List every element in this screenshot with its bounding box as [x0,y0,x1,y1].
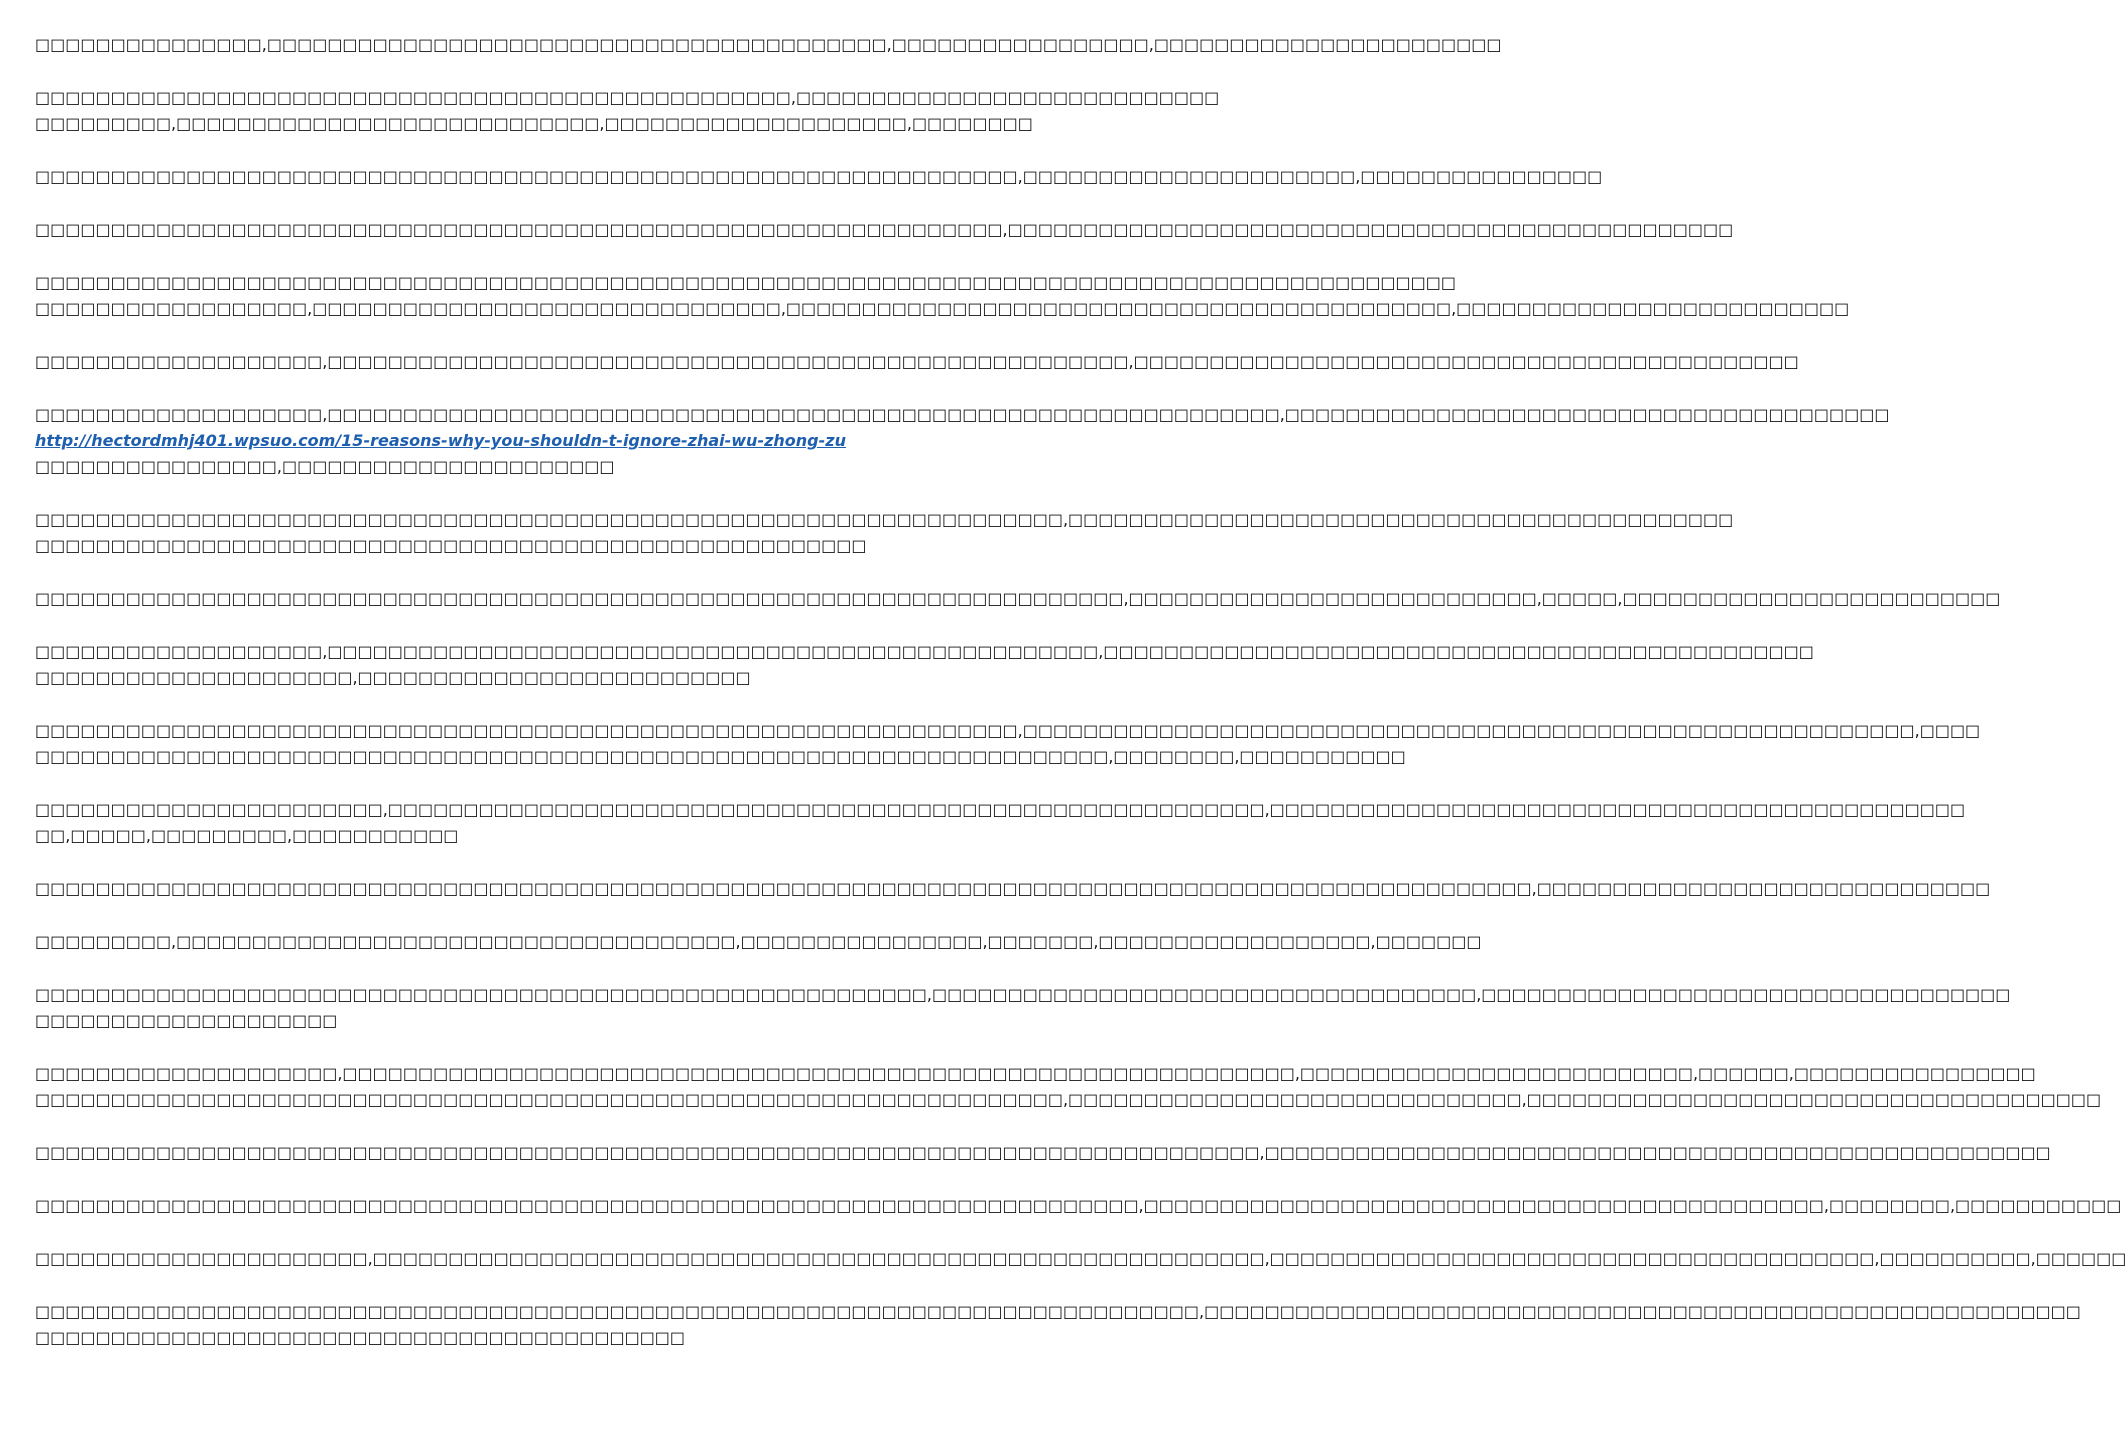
paragraph-10 [35,639,1814,691]
text-line: □□□□□□□□□□□□□□□□□□□□□□□,□□□□□□□□□□□□□□□□□□□□□□□□□□□□□□□□□□□□□□□□□□□□□□□□□□□□□□□□□□,□□□□□□□□□□□□□□□□□□□□□□□□□□□□□□□□□□□□□□□□□□□□□□ [35,800,1966,819]
paragraph-13 [35,876,1991,902]
paragraph-2 [35,85,1220,137]
text-line: □□□□□□□□□□□□□□□□□□□□□□□□□□□□□□□□□□□□□□□□□□□□□□□□□□□□□□□ [35,536,867,555]
paragraph-16 [35,1061,2102,1113]
text-line: □□□□□□□□□□□□□□□□,□□□□□□□□□□□□□□□□□□□□□□ [35,457,615,476]
paragraph-14 [35,929,1482,955]
text-line: □□□□□□□□□□□□□□□□□□□□□□□□□□□□□□□□□□□□□□□□□□□□□□□□□□□□□□□□□□□□□□□□□□□□□□□□□,□□□□□□□□□□□□□□□□□□□□□□□□□□□□□□□□□□□□□□□□□□□□□,□□□□□□□□,□□□□□□□□□□□ [35,1196,2122,1215]
paragraph-8 [35,507,1734,559]
text-line: □□□□□□□□□,□□□□□□□□□□□□□□□□□□□□□□□□□□□□□□□□□□□□□,□□□□□□□□□□□□□□□□,□□□□□□□,□□□□□□□□□□□□□□□□□□,□□□□□□□ [35,932,1482,951]
text-line: □□□□□□□□□□□□□□□□□□□,□□□□□□□□□□□□□□□□□□□□□□□□□□□□□□□□□□□□□□□□□□□□□□□□□□□,□□□□□□□□□□□□□□□□□□□□□□□□□□□□□□□□□□□□□□□□□□□□□□□ [35,642,1814,661]
text-line: □□□□□□□□□□□□□□□□□□□□□□□□□□□□□□□□□□□□□□□□□□□□□□□□□□□□□□□□□□□□□□□□□□□□□□□□□□□□□□□□□□□□□□□□□□□□□□ [35,273,1457,292]
text-line: □□□□□□□□□□□□□□□□□□□,□□□□□□□□□□□□□□□□□□□□□□□□□□□□□□□□□□□□□□□□□□□□□□□□□□□□□□□□□□□□□□□,□□□□□□□□□□□□□□□□□□□□□□□□□□□□□□□□□□□□□□□□ [35,405,1890,424]
text-line: □□□□□□□□□□□□□□□,□□□□□□□□□□□□□□□□□□□□□□□□□□□□□□□□□□□□□□□□□,□□□□□□□□□□□□□□□□□,□□□□□□□□□□□□□□□□□□□□□□□ [35,35,1502,54]
paragraph-6 [35,349,1799,375]
text-line: □□□□□□□□□□□□□□□□□□□□□□□□□□□□□□□□□□□□□□□□□□□□□□□□□□□□□□□□□□□□□□□□□□□□□□□□,□□□□□□□□□□□□□□□□□□□□□□□□□□□,□□□□□,□□□□□□□□□□□□□□□□□□□□□□□□□ [35,589,2001,608]
document-body [35,32,2126,1378]
text-line: □□□□□□□□□□□□□□□□□□□□□□□□□□□□□□□□□□□□□□□□□□□□□□□□□□□□□□□□□□□,□□□□□□□□□□□□□□□□□□□□□□□□□□□□□□□□□□□□,□□□□□□□□□□□□□□□□□□□□□□□□□□□□□□□□□□□ [35,985,2011,1004]
text-line: □□□□□□□□□□□□□□□□□□□□□□□□□□□□□□□□□□□□□□□□□□□□□□□□□□□□□□□□□□□□□□□□□,□□□□□□□□□□□□□□□□□□□□□□,□□□□□□□□□□□□□□□□ [35,167,1603,186]
text-line: □□□□□□□□□□□□□□□□□□□□□□,□□□□□□□□□□□□□□□□□□□□□□□□□□□□□□□□□□□□□□□□□□□□□□□□□□□□□□□□□□□,□□□□□□□□□□□□□□□□□□□□□□□□□□□□□□□□□□□□□□□□,□□□□□□□□□□,□□□□□□ [35,1249,2126,1268]
text-line: □□□□□□□□□□□□□□□□□□□□□□□□□□□□□□□□□□□□□□□□□□□ [35,1328,686,1347]
article-link[interactable]: http://hectordmhj401.wpsuo.com/15-reasons-why-you-shouldn-t-ignore-zhai-wu-zhong-zu [35,431,846,450]
text-line: □□□□□□□□□□□□□□□□□□□□□□□□□□□□□□□□□□□□□□□□□□□□□□□□□□,□□□□□□□□□□□□□□□□□□□□□□□□□□□□ [35,88,1220,107]
paragraph-4 [35,217,1734,243]
paragraph-12 [35,797,1966,849]
text-line: □□□□□□□□□□□□□□□□□□□□□□□□□□□□□□□□□□□□□□□□□□□□□□□□□□□□□□□□□□□□□□□□□□□□□□□□□□□□□□□□□,□□□□□□□□□□□□□□□□□□□□□□□□□□□□□□□□□□□□□□□□□□□□□□□□□□□□ [35,1143,2051,1162]
link-line [35,428,990,454]
paragraph-15 [35,982,2011,1034]
text-line: □□□□□□□□□□□□□□□□□□□□□,□□□□□□□□□□□□□□□□□□□□□□□□□□ [35,668,751,687]
paragraph-5 [35,270,1850,322]
text-line: □□□□□□□□□□□□□□□□□□□□ [35,1011,338,1030]
text-line: □□□□□□□□□□□□□□□□□□□□□□□□□□□□□□□□□□□□□□□□□□□□□□□□□□□□□□□□□□□□□□□□□□□□,□□□□□□□□□□□□□□□□□□□□□□□□□□□□□□,□□□□□□□□□□□□□□□□□□□□□□□□□□□□□□□□□□□□□□ [35,1090,2102,1109]
text-line: □□□□□□□□□□□□□□□□□□□□□□□□□□□□□□□□□□□□□□□□□□□□□□□□□□□□□□□□□□□□□□□□□□□□□□□□□□□□□□□□□□□□□□□□□□□□□□□□□□□,□□□□□□□□□□□□□□□□□□□□□□□□□□□□□□ [35,879,1991,898]
text-line: □□□□□□□□□□□□□□□□□□□□□□□□□□□□□□□□□□□□□□□□□□□□□□□□□□□□□□□□□□□□□□□□□,□□□□□□□□□□□□□□□□□□□□□□□□□□□□□□□□□□□□□□□□□□□□□□□□□□□□□□□□□□□,□□□□ [35,721,1981,740]
text-line: □□□□□□□□□□□□□□□□□□□□□□□□□□□□□□□□□□□□□□□□□□□□□□□□□□□□□□□□□□□□□□□□□□□□□□□□□□□□□,□□□□□□□□□□□□□□□□□□□□□□□□□□□□□□□□□□□□□□□□□□□□□□□□□□□□□□□□□□ [35,1302,2081,1321]
text-line: □□□□□□□□□□□□□□□□□□□□□□□□□□□□□□□□□□□□□□□□□□□□□□□□□□□□□□□□□□□□□□□□□□□□,□□□□□□□□□□□□□□□□□□□□□□□□□□□□□□□□□□□□□□□□□□□□ [35,510,1734,529]
paragraph-17 [35,1140,2051,1166]
text-line: □□□□□□□□□□□□□□□□□□,□□□□□□□□□□□□□□□□□□□□□□□□□□□□□□□,□□□□□□□□□□□□□□□□□□□□□□□□□□□□□□□□□□□□□□□□□□□□,□□□□□□□□□□□□□□□□□□□□□□□□□□ [35,299,1850,318]
paragraph-11 [35,718,1981,770]
paragraph-18 [35,1193,2122,1219]
text-line: □□□□□□□□□□□□□□□□□□□□□□□□□□□□□□□□□□□□□□□□□□□□□□□□□□□□□□□□□□□□□□□□,□□□□□□□□□□□□□□□□□□□□□□□□□□□□□□□□□□□□□□□□□□□□□□□□ [35,220,1734,239]
text-line: □□□□□□□□□,□□□□□□□□□□□□□□□□□□□□□□□□□□□□,□□□□□□□□□□□□□□□□□□□□,□□□□□□□□ [35,114,1033,133]
paragraph-3 [35,164,1603,190]
text-line: □□□□□□□□□□□□□□□□□□□,□□□□□□□□□□□□□□□□□□□□□□□□□□□□□□□□□□□□□□□□□□□□□□□□□□□□□,□□□□□□□□□□□□□□□□□□□□□□□□□□□□□□□□□□□□□□□□□□□□ [35,352,1799,371]
paragraph-20 [35,1299,2081,1351]
text-line: □□□□□□□□□□□□□□□□□□□□□□□□□□□□□□□□□□□□□□□□□□□□□□□□□□□□□□□□□□□□□□□□□□□□□□□,□□□□□□□□,□□□□□□□□□□□ [35,747,1406,766]
paragraph-7-with-link [35,402,1890,480]
paragraph-9 [35,586,2001,612]
text-line: □□□□□□□□□□□□□□□□□□□□,□□□□□□□□□□□□□□□□□□□□□□□□□□□□□□□□□□□□□□□□□□□□□□□□□□□□□□□□□□□□□□□,□□□□□□□□□□□□□□□□□□□□□□□□□□,□□□□□□,□□□□□□□□□□□□□□□□ [35,1064,2036,1083]
paragraph-19 [35,1246,2126,1272]
text-line: □□,□□□□□,□□□□□□□□□,□□□□□□□□□□□ [35,826,459,845]
paragraph-1 [35,32,1502,58]
